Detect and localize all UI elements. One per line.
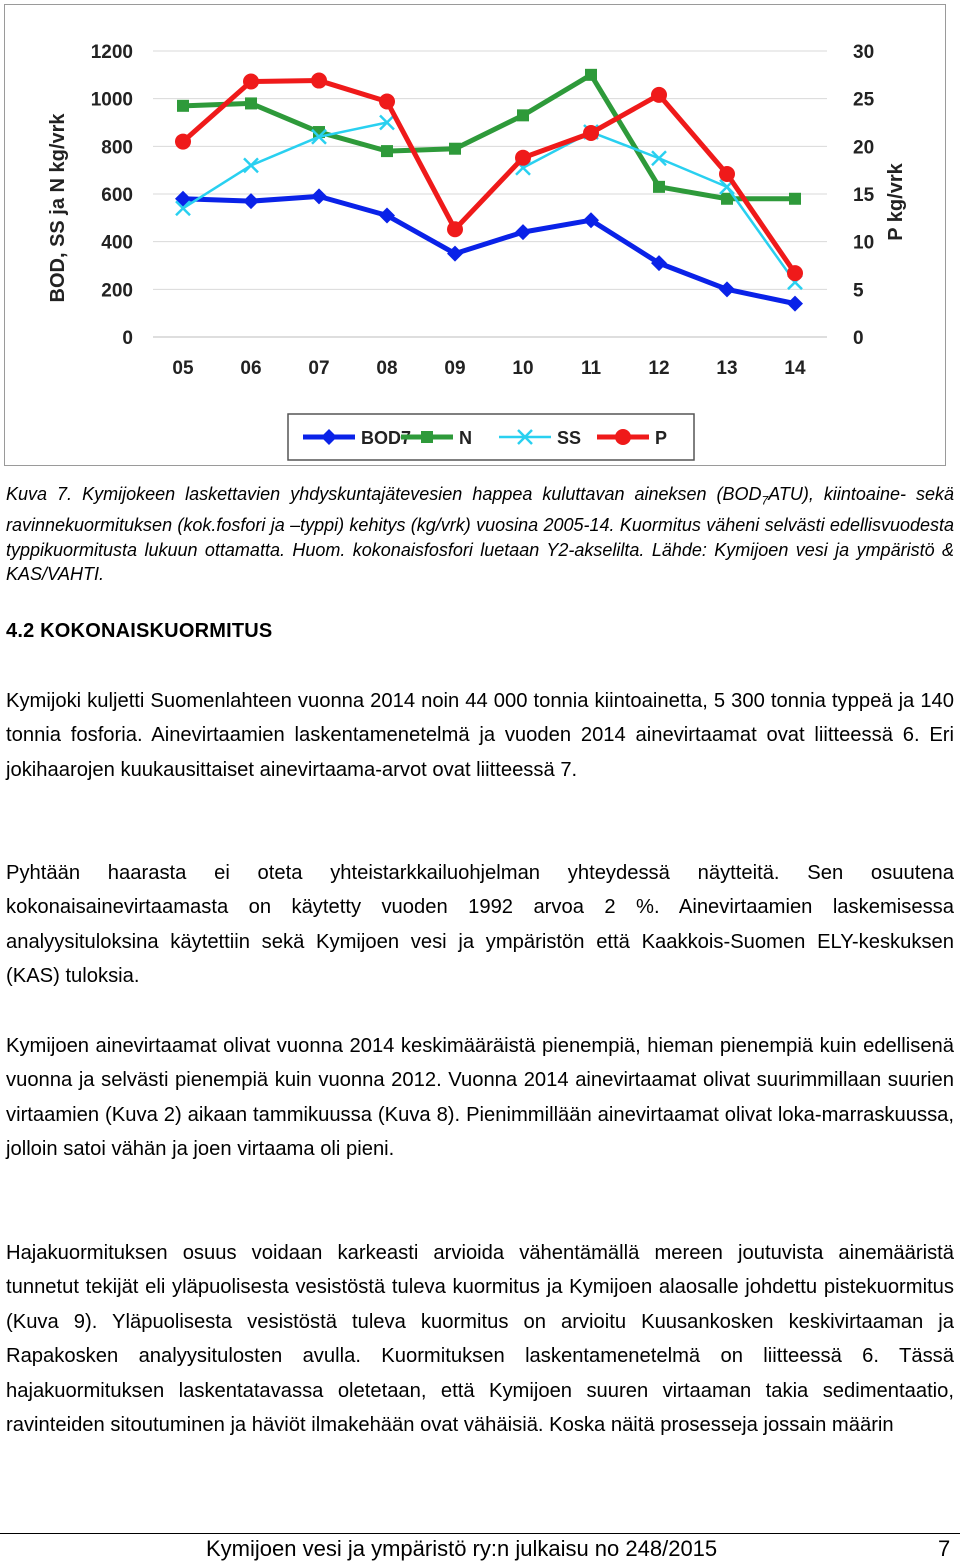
paragraph-2: Pyhtään haarasta ei oteta yhteistarkkailuohjelman yhteydessä näytteitä. Sen osuutena kokonaisainevirtaamasta on käytetty vuoden 1992 arvoa 2 %. Ainevirtaamien laskemisessa analyysituloksina käytettiin sekä Kymijoen vesi ja ympäristön että Kaakkois-Suomen ELY-keskuksen (KAS) tuloksia. xyxy=(6,862,954,988)
legend-marker xyxy=(615,429,631,445)
y2-tick-label: 15 xyxy=(853,185,875,206)
section-heading: 4.2 KOKONAISKUORMITUS xyxy=(6,620,273,642)
y-tick-label: 1000 xyxy=(90,89,133,111)
data-point-p xyxy=(379,94,395,110)
data-point-bod7 xyxy=(311,188,327,204)
series-line-bod7 xyxy=(183,196,795,303)
page-number: 7 xyxy=(938,1536,951,1561)
x-tick-label: 12 xyxy=(648,358,670,379)
tick-labels xyxy=(91,42,875,379)
data-point-p xyxy=(447,221,463,237)
y2-tick-label: 0 xyxy=(853,328,864,349)
y-axis-title: BOD, SS ja N kg/vrk xyxy=(47,113,69,303)
y2-axis-title: P kg/vrk xyxy=(885,163,907,241)
figure-caption xyxy=(6,482,954,587)
legend-label: N xyxy=(459,428,472,448)
y-tick-label: 0 xyxy=(122,328,133,349)
y-tick-label: 200 xyxy=(101,280,133,302)
data-point-n xyxy=(449,143,461,155)
data-point-bod7 xyxy=(515,224,531,240)
x-tick-label: 10 xyxy=(512,358,534,379)
series-p xyxy=(175,73,803,282)
data-point-bod7 xyxy=(787,296,803,312)
data-point-n xyxy=(789,193,801,205)
data-point-p xyxy=(583,125,599,141)
series-line-n xyxy=(183,75,795,199)
legend-label: P xyxy=(655,428,668,448)
legend-marker xyxy=(421,431,433,443)
x-tick-label: 09 xyxy=(444,358,466,379)
data-point-n xyxy=(245,97,257,109)
series-ss xyxy=(176,116,802,290)
data-point-p xyxy=(515,150,531,166)
footer-rule xyxy=(0,1533,960,1534)
y-tick-label: 400 xyxy=(101,232,133,254)
series-line-ss xyxy=(183,123,387,209)
y-tick-label: 600 xyxy=(101,185,133,206)
data-point-ss xyxy=(652,151,666,165)
x-tick-label: 05 xyxy=(172,358,194,379)
y-tick-label: 1200 xyxy=(90,42,133,63)
y2-tick-label: 10 xyxy=(853,232,875,254)
data-point-p xyxy=(719,166,735,182)
x-tick-label: 14 xyxy=(784,358,806,379)
series-layer xyxy=(175,69,803,312)
paragraph-4: Hajakuormituksen osuus voidaan karkeasti arvioida vähentämällä mereen joutuvista ainemääristä tunnetut tekijät eli yläpuolisesta vesistöstä tuleva kuormitus ja Kymijoen alaosalle johdettu pistekuormitus (Kuva 9). Yläpuolisesta vesistöstä tuleva kuormitus on arvioitu Kuusankosken keskivirtaaman ja Rapakosken analyysitulosten avulla. Kuormituksen laskentamenetelmä on liitteessä 6. Tässä hajakuormituksen laskentatavassa oletetaan, että Kymijoen suuren virtaaman takia sedimentaatio, ravinteiden sitoutuminen ja häviöt ilmakehään ovat vähäisiä. Koska näitä prosesseja jossain määrin xyxy=(6,1242,954,1437)
y2-tick-label: 30 xyxy=(853,42,875,63)
data-point-bod7 xyxy=(719,281,735,297)
data-point-n xyxy=(653,181,665,193)
data-point-p xyxy=(787,265,803,281)
x-tick-label: 08 xyxy=(376,358,398,379)
data-point-n xyxy=(517,109,529,121)
footer-publication: Kymijoen vesi ja ympäristö ry:n julkaisu no 248/2015 xyxy=(206,1536,718,1561)
chart-legend xyxy=(288,414,694,460)
data-point-p xyxy=(651,87,667,103)
chart-panel xyxy=(4,4,946,466)
x-tick-label: 06 xyxy=(240,358,262,379)
caption-subscript: 7 xyxy=(761,493,769,508)
data-point-p xyxy=(243,74,259,90)
x-tick-label: 13 xyxy=(716,358,738,379)
x-tick-label: 11 xyxy=(580,358,602,379)
data-point-p xyxy=(311,73,327,89)
paragraph-3: Kymijoen ainevirtaamat olivat vuonna 2014 keskimääräistä pienempiä, hieman pienempiä kuin edellisenä vuonna ja selvästi pienempiä kuin vuonna 2012. Vuonna 2014 ainevirtaamat olivat suurimmillaan suurien virtaamien (Kuva 2) aikaan tammikuussa (Kuva 8). Pienimmillään ainevirtaamat olivat loka-marraskuussa, jolloin satoi vähän ja joen virtaama oli pieni. xyxy=(6,1035,954,1161)
paragraph-1: Kymijoki kuljetti Suomenlahteen vuonna 2014 noin 44 000 tonnia kiintoainetta, 5 300 tonnia typpeä ja 140 tonnia fosforia. Ainevirtaamien laskentamenetelmä ja vuoden 2014 ainevirtaamat ovat liitteessä 6. Eri jokihaarojen kuukausittaiset ainevirtaama-arvot ovat liitteessä 7. xyxy=(6,690,954,781)
y2-tick-label: 25 xyxy=(853,89,875,111)
caption-text-start: Kuva 7. Kymijokeen laskettavien yhdyskuntajätevesien happea kuluttavan aineksen (BOD xyxy=(6,484,762,504)
data-point-ss xyxy=(244,158,258,172)
caption-text-end: ATU), kiintoaine- sekä ravinnekuormituksen (kok.fosfori ja –typpi) kehitys (kg/vrk) vuosina 2005-14. Kuormitus väheni selvästi edellisvuodesta typpikuormitusta lukuun ottamatta. Huom. kokonaisfosfori luetaan Y2-akselilta. Lähde: Kymijoen vesi ja ympäristö & KAS/VAHTI. xyxy=(6,484,954,585)
legend-label: BOD7 xyxy=(361,428,412,448)
series-bod7 xyxy=(175,188,803,311)
y2-tick-label: 5 xyxy=(853,280,864,302)
line-chart xyxy=(5,5,945,465)
x-tick-label: 07 xyxy=(308,358,330,379)
y-tick-label: 800 xyxy=(101,137,133,159)
data-point-bod7 xyxy=(243,193,259,209)
data-point-p xyxy=(175,134,191,150)
y2-tick-label: 20 xyxy=(853,137,875,159)
data-point-n xyxy=(381,145,393,157)
data-point-n xyxy=(177,100,189,112)
legend-label: SS xyxy=(557,428,582,448)
series-n xyxy=(177,69,801,205)
data-point-n xyxy=(585,69,597,81)
